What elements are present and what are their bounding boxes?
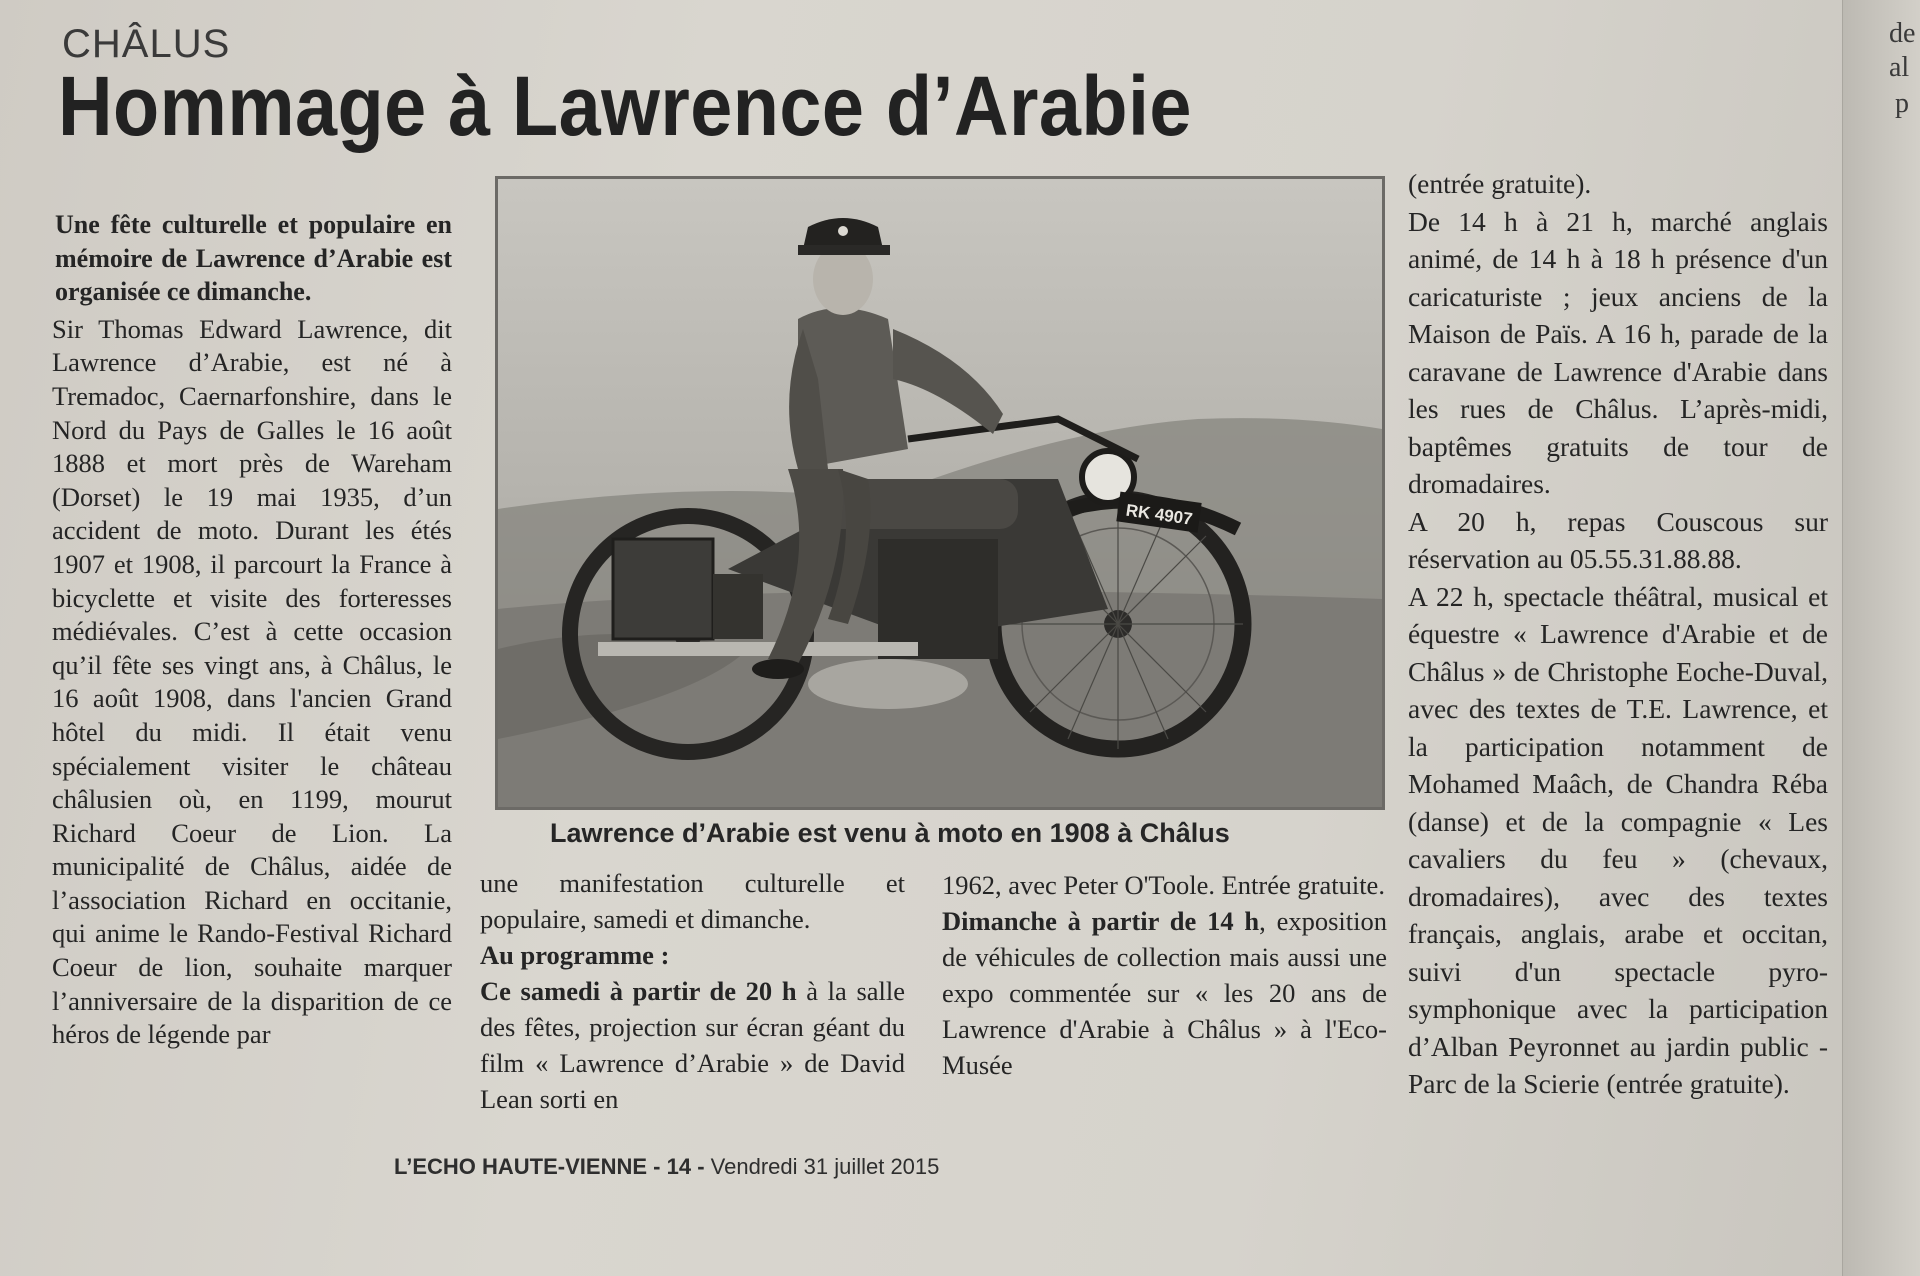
col4-entry: (entrée gratuite). [1408, 168, 1592, 199]
page-footer: L’ECHO HAUTE-VIENNE - 14 - Vendredi 31 juillet 2015 [394, 1154, 940, 1179]
newspaper-name: L’ECHO HAUTE-VIENNE [394, 1154, 648, 1179]
col2-intro: une manifestation culturelle et populaire, samedi et dimanche. [480, 868, 905, 934]
column-3 [942, 867, 1387, 1083]
rubric-label: CHÂLUS [62, 22, 231, 66]
adjacent-fragment-3: p [1895, 88, 1909, 119]
adjacent-fragment-2: al [1889, 52, 1910, 83]
photo-caption: Lawrence d’Arabie est venu à moto en 1908 à Châlus [550, 818, 1230, 848]
intro-paragraph: Sir Thomas Edward Lawrence, dit Lawrence d’Arabie, est né à Tremadoc, Caernarfonshire, dans le Nord du Pays de Galles le 16 août 1888 et mort près de Wareham (Dorset) le 19 mai 1935, d’un accident de moto. Durant les étés 1907 et 1908, il parcourt la France à bicyclette et visite des forteresses médiévales. C’est à cette occasion qu’il fête ses vingt ans, à Châlus, le 16 août 1908, dans l'ancien Grand hôtel du midi. Il était venu spécialement visiter le château châlusien où, en 1199, mourut Richard Coeur de Lion. La municipalité de Châlus, aidée de l’association Richard en occitanie, qui anime le Rando-Festival Richard Coeur de lion, souhaite marquer l’anniversaire de la disparition de ce héros de légende par [52, 313, 452, 1050]
column-4 [1408, 165, 1828, 1103]
issue-date: Vendredi 31 juillet 2015 [710, 1154, 940, 1179]
lead-paragraph: Une fête culturelle et populaire en mémoire de Lawrence d’Arabie est organisée ce dimanche. [55, 210, 452, 307]
page-number: 14 [666, 1154, 692, 1179]
programme-heading: Au programme : [480, 940, 670, 970]
saturday-time: Ce samedi à partir de 20 h [480, 976, 797, 1006]
motorcycle-photo-illustration [498, 179, 1382, 807]
sunday-time: Dimanche à partir de 14 h [942, 906, 1260, 936]
headline: Hommage à Lawrence d’Arabie [58, 59, 1192, 153]
saturday-text: à la salle des fêtes, projection sur écran géant du film « Lawrence d’Arabie » de David Lean sorti en [480, 976, 906, 1114]
adjacent-fragment-1: de [1889, 18, 1916, 49]
saturday-paragraph [480, 973, 905, 1117]
sunday-paragraph [942, 903, 1387, 1083]
sunday-text: , exposition de véhicules de collection mais aussi une expo commentée sur « les 20 ans de Lawrence d'Arabie à Châlus » à l'Eco-Musée [942, 906, 1387, 1080]
photo-lawrence-motorcycle [495, 176, 1385, 810]
col4-afternoon: De 14 h à 21 h, marché anglais animé, de 14 h à 18 h présence d'un caricaturiste ; jeux anciens de la Maison de Païs. A 16 h, parade de la caravane de Lawrence d'Arabie dans les rues de Châlus. L’après-midi, baptêmes gratuits de tour de dromadaires. [1408, 205, 1828, 499]
column-2 [480, 865, 905, 1117]
adjacent-page-edge [1842, 0, 1920, 1276]
licence-plate: RK 4907 [1124, 500, 1194, 529]
col4-dinner: A 20 h, repas Couscous sur réservation au 05.55.31.88.88. [1408, 505, 1828, 574]
col3-text: 1962, avec Peter O'Toole. Entrée gratuite. [942, 870, 1385, 900]
column-1 [52, 208, 452, 1052]
col4-show: A 22 h, spectacle théâtral, musical et équestre « Lawrence d'Arabie et de Châlus » de Christophe Eoche-Duval, avec des textes de T.E. Lawrence, et la participation notamment de Mohamed Maâch, de Chandra Réba (danse) et de la compagnie « Les cavaliers du feu » (chevaux, dromadaires), avec des textes français, anglais, arabe et occitan, suivi d'un spectacle pyro-symphonique avec la participation d’Alban Peyronnet au jardin public - Parc de la Scierie (entrée gratuite). [1408, 580, 1828, 1099]
